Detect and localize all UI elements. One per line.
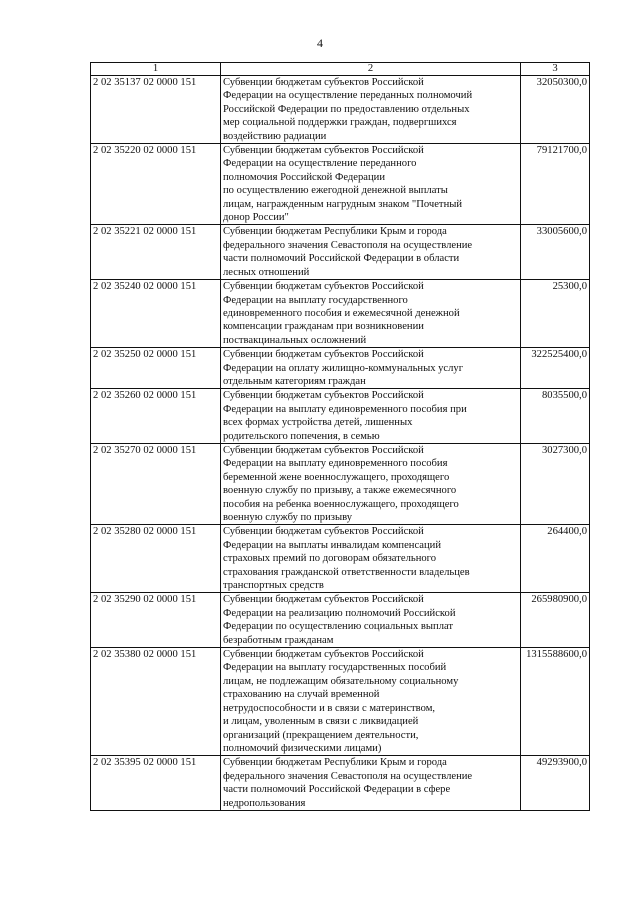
description: Субвенции бюджетам Республики Крым и города федерального значения Севастополя на осуществление части полномочий Российской Федерации в области лесных отношений <box>221 225 521 280</box>
amount: 265980900,0 <box>521 593 590 648</box>
amount: 3027300,0 <box>521 443 590 524</box>
table-row <box>91 648 590 756</box>
budget-table <box>90 62 590 811</box>
amount: 32050300,0 <box>521 76 590 144</box>
budget-code: 2 02 35290 02 0000 151 <box>91 593 221 648</box>
header-row <box>91 63 590 76</box>
table-row <box>91 144 590 225</box>
description: Субвенции бюджетам субъектов Российской Федерации на осуществление переданного полномочия Российской Федерации по осуществлению ежегодной денежной выплаты лицам, награжденным нагрудным знаком "Почетный донор России" <box>221 144 521 225</box>
budget-code: 2 02 35380 02 0000 151 <box>91 648 221 756</box>
description: Субвенции бюджетам субъектов Российской Федерации на выплату государственных пособий лицам, не подлежащим обязательному социальному страхованию на случай временной нетрудоспособности и в связи с материнством, и лицам, уволенным в связи с ликвидацией организаций (прекращением деятельности, полномочий физическими лицами) <box>221 648 521 756</box>
budget-code: 2 02 35280 02 0000 151 <box>91 525 221 593</box>
budget-code: 2 02 35137 02 0000 151 <box>91 76 221 144</box>
budget-code: 2 02 35221 02 0000 151 <box>91 225 221 280</box>
amount: 79121700,0 <box>521 144 590 225</box>
table-row <box>91 348 590 389</box>
amount: 33005600,0 <box>521 225 590 280</box>
budget-code: 2 02 35395 02 0000 151 <box>91 756 221 811</box>
amount: 8035500,0 <box>521 389 590 444</box>
description: Субвенции бюджетам Республики Крым и города федерального значения Севастополя на осуществление части полномочий Российской Федерации в сфере недропользования <box>221 756 521 811</box>
table-row <box>91 756 590 811</box>
description: Субвенции бюджетам субъектов Российской Федерации на выплату единовременного пособия беременной жене военнослужащего, проходящего военную службу по призыву, а также ежемесячного пособия на ребенка военнослужащего, проходящего военную службу по призыву <box>221 443 521 524</box>
page-number: 4 <box>317 36 323 50</box>
table-row <box>91 443 590 524</box>
table-row <box>91 593 590 648</box>
description: Субвенции бюджетам субъектов Российской Федерации на выплату единовременного пособия при всех формах устройства детей, лишенных родительского попечения, в семью <box>221 389 521 444</box>
amount: 322525400,0 <box>521 348 590 389</box>
table-row <box>91 525 590 593</box>
table-row <box>91 280 590 348</box>
table-row <box>91 76 590 144</box>
budget-code: 2 02 35260 02 0000 151 <box>91 389 221 444</box>
amount: 25300,0 <box>521 280 590 348</box>
budget-code: 2 02 35270 02 0000 151 <box>91 443 221 524</box>
budget-code: 2 02 35220 02 0000 151 <box>91 144 221 225</box>
budget-code: 2 02 35250 02 0000 151 <box>91 348 221 389</box>
description: Субвенции бюджетам субъектов Российской Федерации на выплаты инвалидам компенсаций страховых премий по договорам обязательного страхования гражданской ответственности владельцев транспортных средств <box>221 525 521 593</box>
description: Субвенции бюджетам субъектов Российской Федерации на выплату государственного единовременного пособия и ежемесячной денежной компенсации гражданам при возникновении поствакцинальных осложнений <box>221 280 521 348</box>
budget-code: 2 02 35240 02 0000 151 <box>91 280 221 348</box>
amount: 49293900,0 <box>521 756 590 811</box>
description: Субвенции бюджетам субъектов Российской Федерации на оплату жилищно-коммунальных услуг отдельным категориям граждан <box>221 348 521 389</box>
table-row <box>91 389 590 444</box>
description: Субвенции бюджетам субъектов Российской Федерации на реализацию полномочий Российской Федерации по осуществлению социальных выплат безработным гражданам <box>221 593 521 648</box>
table-row <box>91 225 590 280</box>
column-header-2: 2 <box>221 63 521 76</box>
description: Субвенции бюджетам субъектов Российской Федерации на осуществление переданных полномочий Российской Федерации по предоставлению отдельных мер социальной поддержки граждан, подвергшихся воздействию радиации <box>221 76 521 144</box>
amount: 1315588600,0 <box>521 648 590 756</box>
amount: 264400,0 <box>521 525 590 593</box>
column-header-1: 1 <box>91 63 221 76</box>
column-header-3: 3 <box>521 63 590 76</box>
